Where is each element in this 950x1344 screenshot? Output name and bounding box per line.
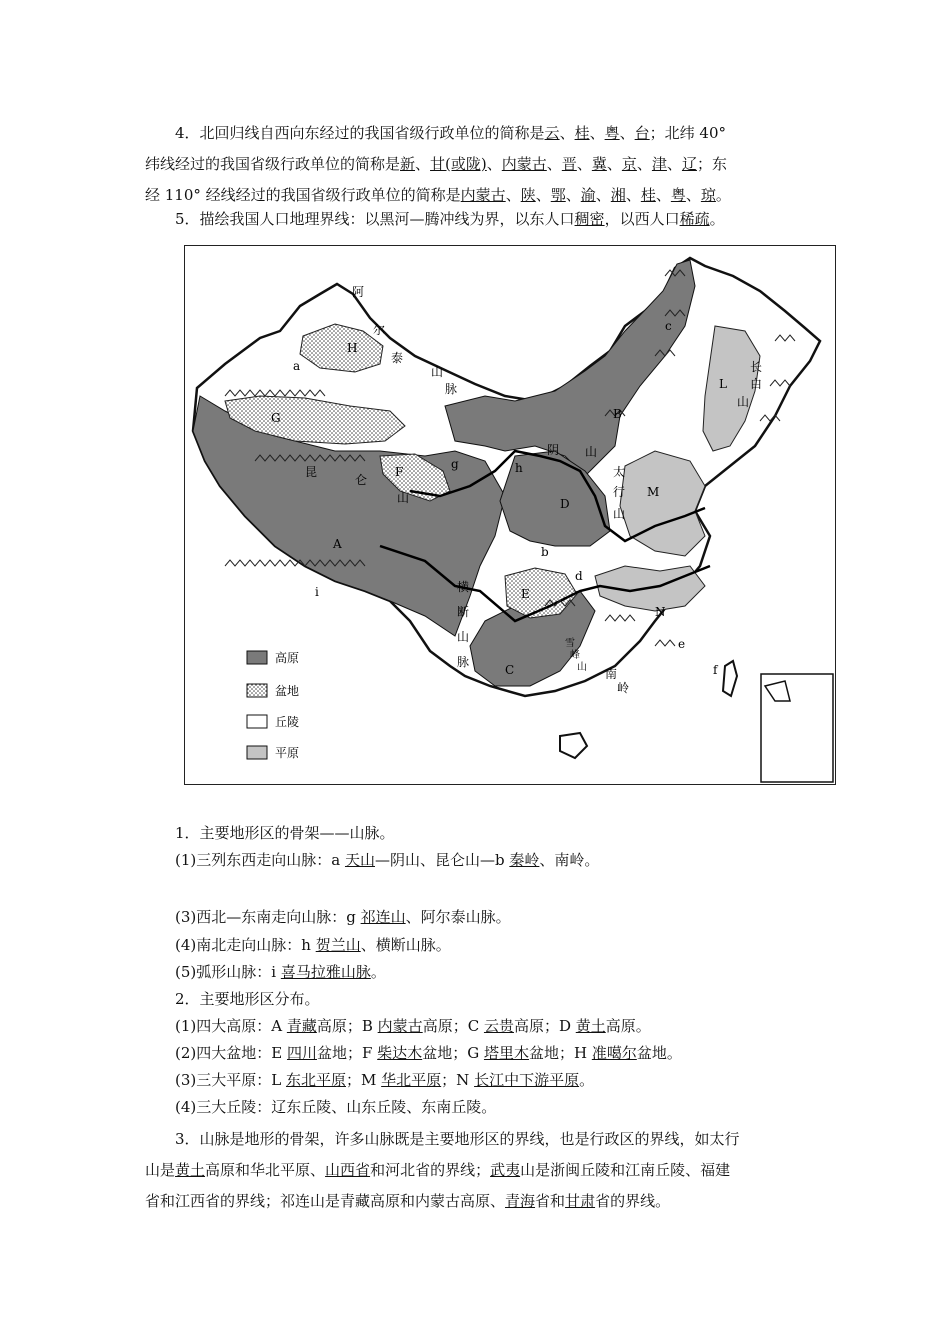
text: 和河北省的界线； — [370, 1161, 491, 1179]
answer: 辽 — [681, 155, 697, 173]
altai-char-2: 尔 — [373, 323, 386, 337]
text: 。 — [370, 963, 386, 981]
text: 高原；D — [513, 1017, 576, 1035]
nanling-char-2: 岭 — [617, 681, 630, 695]
label-D: D — [560, 497, 570, 511]
text: 、横断山脉。 — [360, 936, 451, 954]
label-B: B — [613, 407, 622, 421]
text: 。 — [579, 1071, 595, 1089]
answer: 冀 — [591, 155, 607, 173]
answer: 京 — [621, 155, 637, 173]
changbai-char-3: 山 — [737, 395, 750, 409]
answer: 东北平原 — [285, 1071, 346, 1089]
basins-line — [175, 1042, 682, 1064]
nanling-char-1: 南 — [605, 667, 618, 681]
answer: 粤 — [670, 186, 686, 204]
label-d: d — [575, 569, 583, 583]
paragraph-4: 4．北回归线自西向东经过的我国省级行政单位的简称是云、桂、粤、台；北纬 40° — [175, 124, 727, 142]
answer: 内蒙古 — [377, 1017, 423, 1035]
xuefeng-char-3: 山 — [577, 662, 587, 673]
terrain-map-svg — [185, 246, 835, 784]
text: (5)弧形山脉：i — [175, 963, 281, 981]
plains-line — [175, 1069, 594, 1091]
answer: 桂 — [574, 124, 590, 142]
text: 省的界线。 — [595, 1192, 671, 1210]
label-C: C — [505, 663, 515, 677]
text: ；东 — [696, 155, 727, 173]
text: ；M — [346, 1071, 382, 1089]
answer: 青海 — [505, 1192, 536, 1210]
label-L: L — [719, 377, 727, 391]
text: 省和 — [535, 1192, 566, 1210]
answer: 渝 — [580, 186, 596, 204]
text: 盆地。 — [636, 1044, 682, 1062]
answer: 湘 — [610, 186, 626, 204]
text: ；北纬 40° — [649, 124, 727, 142]
paragraph-4-line3: 经 110° 经线经过的我国省级行政单位的简称是内蒙古、陕、鄂、渝、湘、桂、粤、琼。 — [145, 186, 731, 204]
label-f: f — [713, 663, 718, 677]
answer: 陕 — [520, 186, 536, 204]
answer: 祁连山 — [360, 908, 406, 926]
altai-char-1: 阿 — [352, 285, 365, 299]
heading-2: 2．主要地形区分布。 — [175, 990, 320, 1008]
answer: 四川 — [286, 1044, 317, 1062]
text: 。 — [709, 210, 725, 228]
answer: 长江中下游平原 — [474, 1071, 580, 1089]
text: 盆地；F — [316, 1044, 378, 1062]
changbai-char-1: 长 — [750, 360, 763, 374]
label-i: i — [315, 585, 319, 599]
altai-char-5: 脉 — [445, 382, 458, 396]
legend-label-plain: 平原 — [275, 746, 300, 760]
answer: 内蒙古 — [460, 186, 506, 204]
legend-swatch-plateau — [247, 651, 267, 664]
yinshan-char-2: 山 — [585, 445, 598, 459]
answer: 武夷 — [490, 1161, 521, 1179]
label-A: A — [333, 537, 342, 551]
text: —阴山、昆仑山—b — [374, 851, 510, 869]
xuefeng-char-1: 雪 — [565, 638, 575, 649]
answer: 喜马拉雅山脉 — [280, 963, 371, 981]
altai-char-4: 山 — [431, 365, 444, 379]
heading-1: 1．主要地形区的骨架——山脉。 — [175, 824, 395, 842]
kunlun-char-1: 昆 — [305, 465, 318, 479]
terrain-map — [184, 245, 836, 785]
kunlun-char-2: 仑 — [355, 473, 368, 487]
label-h: h — [515, 461, 523, 475]
plateaus-line — [175, 1015, 651, 1037]
answer: 粤 — [604, 124, 620, 142]
answer: 琼 — [700, 186, 716, 204]
taiwan-island — [723, 661, 737, 696]
hainan-island — [560, 733, 587, 758]
answer: 柴达木 — [377, 1044, 423, 1062]
answer: 新 — [400, 155, 416, 173]
xuefeng-char-2: 峰 — [570, 650, 580, 661]
label-a: a — [293, 359, 301, 373]
answer: 甘肃 — [565, 1192, 596, 1210]
text: 山是浙闽丘陵和江南丘陵、福建 — [520, 1161, 731, 1179]
answer: 稠密 — [574, 210, 605, 228]
text: 高原；C — [422, 1017, 484, 1035]
label-M: M — [647, 485, 660, 499]
hengduan-char-4: 脉 — [457, 655, 470, 669]
text: 山是 — [145, 1161, 176, 1179]
text: (1)四大高原：A — [175, 1017, 287, 1035]
label-g: g — [451, 457, 459, 471]
answer: 贺兰山 — [315, 936, 361, 954]
text: 盆地；H — [528, 1044, 592, 1062]
taihang-char-1: 太 — [613, 465, 626, 479]
answer: 津 — [651, 155, 667, 173]
label-e: e — [678, 637, 686, 651]
altai-char-3: 泰 — [391, 351, 404, 365]
changbai-char-2: 白 — [750, 377, 763, 391]
answer: 鄂 — [550, 186, 566, 204]
text: (3)西北—东南走向山脉：g — [175, 908, 361, 926]
text: 纬线经过的我国省级行政单位的简称是 — [145, 155, 401, 173]
text: 盆地；G — [422, 1044, 484, 1062]
paragraph-5 — [145, 204, 810, 235]
map-legend — [247, 650, 299, 760]
hills-line: (4)三大丘陵：辽东丘陵、山东丘陵、东南丘陵。 — [175, 1098, 497, 1116]
answer: 云 — [544, 124, 560, 142]
label-N: N — [655, 605, 666, 619]
label-c: c — [665, 319, 672, 333]
list-item-5 — [175, 961, 386, 983]
answer: 黄土 — [175, 1161, 206, 1179]
legend-swatch-basin — [247, 684, 267, 697]
text: (1)三列东西走向山脉：a — [175, 851, 345, 869]
list-item-4 — [175, 934, 451, 956]
label-E: E — [521, 587, 530, 601]
answer: 准噶尔 — [591, 1044, 637, 1062]
text: 省和江西省的界线；祁连山是青藏高原和内蒙古高原、 — [145, 1192, 506, 1210]
text: 。 — [715, 186, 731, 204]
answer: 稀疏 — [679, 210, 710, 228]
answer: 桂 — [640, 186, 656, 204]
text: ；N — [441, 1071, 475, 1089]
label-F: F — [395, 465, 404, 479]
text: 高原。 — [605, 1017, 651, 1035]
text: 高原；B — [316, 1017, 378, 1035]
label-G: G — [271, 411, 281, 425]
answer: 塔里木 — [483, 1044, 529, 1062]
paragraph-3: 3．山脉是地形的骨架，许多山脉既是主要地形区的界线，也是行政区的界线，如太行 — [175, 1130, 740, 1148]
legend-swatch-hills — [247, 715, 267, 728]
answer: 黄土 — [575, 1017, 606, 1035]
answer: 华北平原 — [381, 1071, 442, 1089]
answer: 晋 — [561, 155, 577, 173]
legend-swatch-plain — [247, 746, 267, 759]
list-item-1 — [175, 849, 599, 871]
answer: 内蒙古 — [501, 155, 547, 173]
legend-label-basin: 盆地 — [275, 684, 300, 698]
answer: 青藏 — [286, 1017, 317, 1035]
paragraph-3-line3 — [145, 1186, 810, 1217]
paragraph-4-line2: 纬线经过的我国省级行政单位的简称是新、甘(或陇)、内蒙古、晋、冀、京、津、辽；东 — [145, 155, 727, 173]
hengduan-char-3: 山 — [457, 630, 470, 644]
text: 高原和华北平原、 — [205, 1161, 326, 1179]
text: (2)四大盆地：E — [175, 1044, 287, 1062]
text: 4．北回归线自西向东经过的我国省级行政单位的简称是 — [175, 124, 545, 142]
text: 5．描绘我国人口地理界线：以黑河—腾冲线为界，以东人口 — [175, 210, 575, 228]
text: 经 110° 经线经过的我国省级行政单位的简称是 — [145, 186, 461, 204]
kunlun-char-3: 山 — [397, 491, 410, 505]
taihang-char-2: 行 — [613, 485, 626, 499]
legend-label-hills: 丘陵 — [275, 715, 300, 729]
text: ，以西人口 — [604, 210, 680, 228]
text: (4)南北走向山脉：h — [175, 936, 316, 954]
taihang-char-3: 山 — [613, 507, 626, 521]
text: 、南岭。 — [539, 851, 600, 869]
answer: 甘(或陇) — [430, 155, 487, 173]
label-b: b — [541, 545, 549, 559]
answer: 云贵 — [483, 1017, 514, 1035]
label-H: H — [347, 341, 358, 355]
paragraph-3-line2 — [145, 1155, 810, 1186]
yinshan-char-1: 阴 — [547, 443, 560, 457]
hengduan-char-2: 断 — [457, 605, 470, 619]
list-item-3 — [175, 906, 511, 928]
text: (3)三大平原：L — [175, 1071, 286, 1089]
answer: 山西省 — [325, 1161, 371, 1179]
answer: 天山 — [344, 851, 375, 869]
hengduan-char-1: 横 — [457, 580, 470, 594]
legend-label-plateau: 高原 — [275, 651, 300, 665]
answer: 台 — [634, 124, 650, 142]
answer: 秦岭 — [509, 851, 540, 869]
text: 、阿尔泰山脉。 — [405, 908, 511, 926]
